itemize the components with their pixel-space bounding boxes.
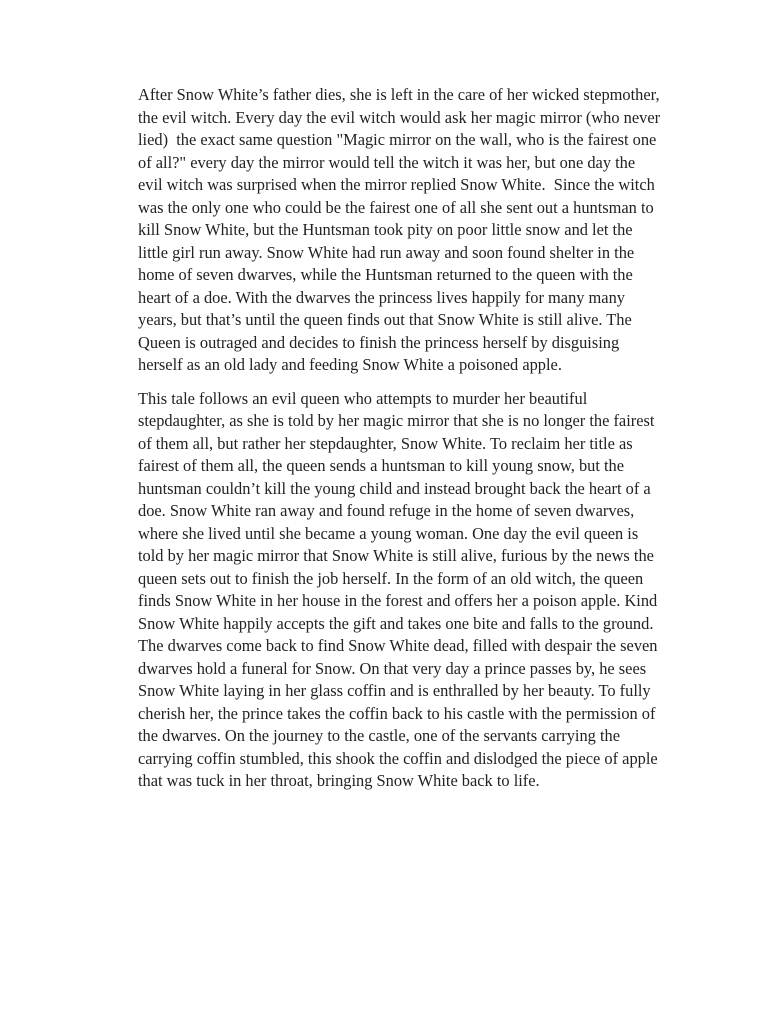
text-line: herself as an old lady and feeding Snow White a poisoned apple. (138, 355, 562, 374)
text-line: the dwarves. On the journey to the castle, one of the servants carrying the (138, 726, 620, 745)
text-line: home of seven dwarves, while the Huntsman returned to the queen with the (138, 265, 633, 284)
document-body (138, 84, 661, 793)
text-line: Snow White laying in her glass coffin and is enthralled by her beauty. To fully (138, 681, 651, 700)
text-line: Snow White happily accepts the gift and takes one bite and falls to the ground. (138, 613, 654, 633)
text-line: told by her magic mirror that Snow White is still alive, furious by the news the (138, 546, 654, 565)
text-line: little girl run away. Snow White had run away and soon found shelter in the (138, 242, 635, 262)
text-line: fairest of them all, the queen sends a huntsman to kill young snow, but the (138, 456, 625, 475)
text-line: dwarves hold a funeral for Snow. On that very day a prince passes by, he sees (138, 658, 647, 678)
text-line: that was tuck in her throat, bringing Snow White back to life. (138, 771, 540, 790)
text-line: kill Snow White, but the Huntsman took pity on poor little snow and let the (138, 220, 633, 239)
text-line: years, but that’s until the queen finds out that Snow White is still alive. The (138, 310, 632, 329)
text-line: was the only one who could be the fairest one of all she sent out a huntsman to (138, 197, 654, 217)
paragraph-2 (138, 388, 658, 793)
text-line: After Snow White’s father dies, she is left in the care of her wicked stepmother, (138, 85, 660, 104)
text-line: of all?" every day the mirror would tell the witch it was her, but one day the (138, 152, 636, 172)
text-line: lied) the exact same question "Magic mirror on the wall, who is the fairest one (138, 130, 657, 149)
text-line: doe. Snow White ran away and found refuge in the home of seven dwarves, (138, 501, 635, 520)
text-line: heart of a doe. With the dwarves the princess lives happily for many many (138, 287, 625, 307)
text-line: evil witch was surprised when the mirror replied Snow White. Since the witch (138, 175, 655, 194)
text-line: cherish her, the prince takes the coffin back to his castle with the permission of (138, 703, 656, 723)
text-line: of them all, but rather her stepdaughter, Snow White. To reclaim her title as (138, 433, 633, 453)
text-line: finds Snow White in her house in the forest and offers her a poison apple. Kind (138, 591, 658, 610)
text-line: huntsman couldn’t kill the young child and instead brought back the heart of a (138, 478, 651, 498)
text-line: The dwarves come back to find Snow White dead, filled with despair the seven (138, 636, 658, 655)
text-line: queen sets out to finish the job herself. In the form of an old witch, the queen (138, 568, 644, 588)
text-line: the evil witch. Every day the evil witch would ask her magic mirror (who never (138, 107, 661, 127)
text-line: Queen is outraged and decides to finish the princess herself by disguising (138, 332, 620, 352)
text-line: carrying coffin stumbled, this shook the coffin and dislodged the piece of apple (138, 748, 658, 768)
text-line: This tale follows an evil queen who attempts to murder her beautiful (138, 388, 588, 408)
paragraph-1 (138, 84, 661, 377)
text-line: where she lived until she became a young woman. One day the evil queen is (138, 523, 639, 543)
text-line: stepdaughter, as she is told by her magic mirror that she is no longer the fairest (138, 411, 655, 430)
